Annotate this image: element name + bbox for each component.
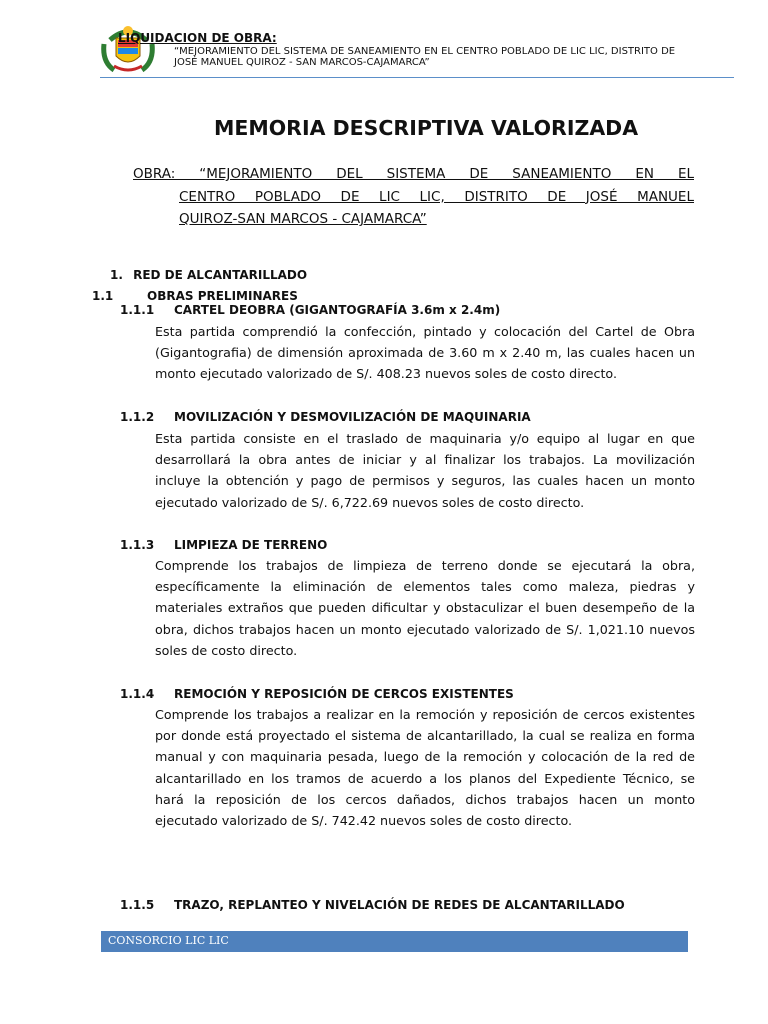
footer-text: CONSORCIO LIC LIC	[108, 934, 229, 947]
paragraph-line: ejecutado valorizado de S/. 742.42 nuevos soles de costo directo.	[155, 813, 573, 829]
section-number: 1.1.1	[120, 303, 155, 317]
paragraph-line: soles de costo directo.	[155, 642, 298, 658]
paragraph-line: alcantarillado en los tramos de acuerdo a los planos del Expediente Técnico, se	[155, 770, 695, 786]
section-heading-1-1-5	[120, 898, 625, 912]
section-title: REMOCIÓN Y REPOSICIÓN DE CERCOS EXISTENTES	[174, 687, 514, 701]
paragraph-line: hará la reposición de los cercos dañados, dichos trabajos hacen un monto	[155, 791, 695, 807]
obra-line: QUIROZ-SAN MARCOS - CAJAMARCA”	[179, 211, 427, 227]
section-title: LIMPIEZA DE TERRENO	[174, 538, 328, 552]
section-title: RED DE ALCANTARILLADO	[133, 268, 308, 282]
paragraph-line: Comprende los trabajos a realizar en la remoción y reposición de cercos existentes	[155, 707, 695, 722]
section-title: OBRAS PRELIMINARES	[147, 289, 298, 303]
paragraph-line: ejecutado valorizado de S/. 6,722.69 nuevos soles de costo directo.	[155, 494, 585, 510]
section-number: 1.1.4	[120, 687, 155, 701]
section-heading-1-1-4	[120, 687, 514, 701]
obra-line: OBRA: “MEJORAMIENTO DEL SISTEMA DE SANEAMIENTO EN EL	[133, 166, 694, 182]
paragraph-line: materiales extraños que pueden dificultar y obstaculizar el buen desempeño de la	[155, 600, 695, 616]
section-title: CARTEL DEOBRA (GIGANTOGRAFÍA 3.6m x 2.4m)	[174, 303, 501, 317]
section-heading-1-1	[92, 289, 298, 303]
section-paragraph	[155, 428, 695, 513]
section-heading-1-1-2	[120, 410, 531, 424]
section-number: 1.1.3	[120, 538, 155, 552]
section-heading-1-1-3	[120, 538, 327, 552]
section-paragraph	[155, 555, 695, 661]
section-number: 1.1	[92, 289, 114, 303]
paragraph-line: obra, dichos trabajos hacen un monto ejecutado valorizado de S/. 1,021.10 nuevos	[155, 621, 695, 637]
paragraph-line: incluye la obtención y pago de permisos y seguros, las cuales hacen un monto	[155, 473, 695, 489]
paragraph-line: específicamente la eliminación de elementos tales como maleza, piedras y	[155, 579, 695, 595]
paragraph-line: monto ejecutado valorizado de S/. 408.23 nuevos soles de costo directo.	[155, 366, 617, 382]
section-paragraph	[155, 321, 695, 385]
section-title: TRAZO, REPLANTEO Y NIVELACIÓN DE REDES DE ALCANTARILLADO	[174, 898, 625, 912]
paragraph-line: manual y con maquinaria pesada, luego de la remoción y colocación de la red de	[155, 749, 695, 765]
section-paragraph	[155, 704, 695, 831]
paragraph-line: (Gigantografia) de dimensión aproximada de 3.60 m x 2.40 m, las cuales hacen un	[155, 345, 695, 361]
section-number: 1.1.5	[120, 898, 155, 912]
paragraph-line: Comprende los trabajos de limpieza de terreno donde se ejecutará la obra,	[155, 558, 695, 573]
paragraph-line: Esta partida comprendió la confección, pintado y colocación del Cartel de Obra	[155, 324, 695, 339]
section-number: 1.1.2	[120, 410, 155, 424]
header-subtitle-line: JOSÉ MANUEL QUIROZ - SAN MARCOS-CAJAMARCA”	[174, 57, 430, 68]
header-title: LIQUIDACION DE OBRA:	[118, 31, 277, 45]
header-subtitle-line: “MEJORAMIENTO DEL SISTEMA DE SANEAMIENTO EN EL CENTRO POBLADO DE LIC LIC, DISTRITO DE	[174, 46, 676, 57]
paragraph-line: Esta partida consiste en el traslado de maquinaria y/o equipo al lugar en que	[155, 431, 695, 446]
section-heading-1	[110, 268, 307, 282]
header-rule	[100, 77, 734, 78]
obra-block	[133, 163, 694, 231]
section-heading-1-1-1	[120, 303, 500, 317]
paragraph-line: por donde está proyectado el sistema de alcantarillado, la cual se realiza en forma	[155, 728, 695, 744]
section-number: 1.	[110, 268, 123, 282]
header-subtitle	[174, 46, 704, 68]
paragraph-line: desarrollará la obra antes de iniciar y al finalizar los trabajos. La movilización	[155, 452, 695, 468]
section-title: MOVILIZACIÓN Y DESMOVILIZACIÓN DE MAQUINARIA	[174, 410, 531, 424]
document-title: MEMORIA DESCRIPTIVA VALORIZADA	[213, 116, 639, 140]
obra-line: CENTRO POBLADO DE LIC LIC, DISTRITO DE JOSÉ MANUEL	[179, 188, 694, 205]
